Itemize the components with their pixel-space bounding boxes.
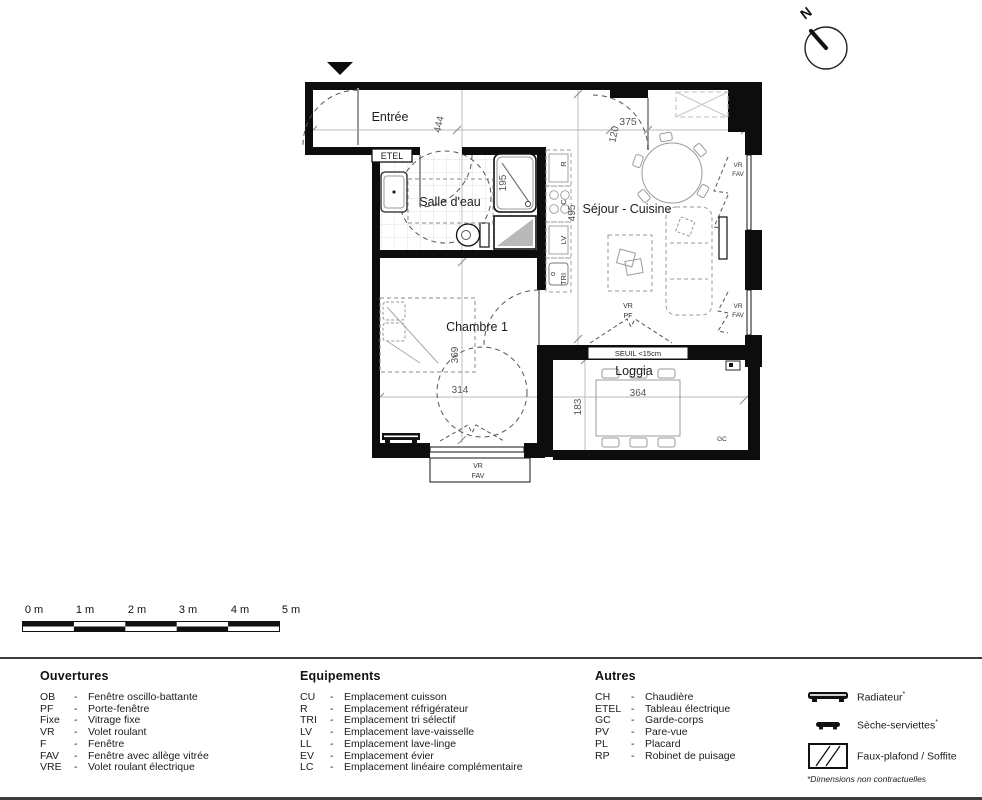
legend-item: Fixe - Vitrage fixe (40, 714, 141, 727)
scale-label: 0 m (24, 604, 44, 616)
legend-item: FAV - Fenêtre avec allège vitrée (40, 749, 209, 762)
sofa (666, 207, 712, 315)
legend (0, 657, 982, 800)
toilet-tank (480, 223, 489, 247)
radiator-icon (805, 691, 851, 703)
window-swing (718, 315, 728, 333)
label-etel: ETEL (380, 151, 404, 161)
toilet-bowl (457, 224, 480, 246)
legend-item: R - Emplacement réfrigérateur (300, 702, 469, 715)
label-vr-win2: VR (733, 303, 743, 310)
label-r: R (559, 161, 568, 167)
legend-symbol-false-ceiling (805, 743, 957, 769)
scale-label: 4 m (230, 604, 250, 616)
legend-item: OB - Fenêtre oscillo-battante (40, 691, 198, 703)
legend-symbol-towel-dryer (805, 719, 938, 732)
compass-needle (811, 31, 826, 48)
label-pf-loggia-door: PF (623, 313, 633, 320)
legend-title: Ouvertures (40, 669, 109, 683)
towel-dryer-icon (805, 721, 851, 730)
dim-entree: 444 (432, 115, 447, 134)
window-swing (714, 157, 728, 193)
legend-item: PL - Placard (595, 737, 681, 750)
label-fav-win1: FAV (732, 171, 744, 178)
legend-footnote: *Dimensions non contractuelles (807, 774, 927, 784)
legend-symbol-radiator (805, 691, 905, 704)
label-vr-chambre: VR (473, 463, 483, 470)
north-compass (792, 3, 856, 77)
room-label-entree: Entrée (371, 110, 409, 124)
scale-bar (10, 604, 300, 636)
legend-item: LL - Emplacement lave-linge (300, 737, 457, 750)
label-vr-loggia-door: VR (623, 303, 633, 310)
room-label-sejour: Séjour - Cuisine (582, 202, 672, 216)
room-label-loggia: Loggia (615, 364, 653, 378)
dim-sejour-h: 495 (567, 204, 578, 222)
legend-item: LV - Emplacement lave-vaisselle (300, 726, 475, 739)
loggia-door-swing (590, 319, 672, 343)
legend-item: LC - Emplacement linéaire complémentaire (300, 761, 523, 774)
scale-bar-graphic (22, 621, 280, 632)
tv-unit (719, 217, 727, 259)
north-label: N (796, 3, 815, 23)
symbol-label: Radiateur* (857, 691, 906, 704)
dining-table (642, 143, 702, 203)
radiator (382, 433, 420, 443)
symbol-label: Sèche-serviettes* (857, 719, 938, 732)
legend-item: VRE - Volet roulant électrique (40, 761, 195, 774)
dim-sejour-w: 375 (619, 116, 637, 128)
label-fav-chambre: FAV (471, 473, 485, 480)
legend-item: EV - Emplacement évier (300, 749, 434, 762)
legend-item: CU - Emplacement cuisson (300, 691, 447, 703)
legend-item: GC - Garde-corps (595, 714, 704, 727)
legend-item: PF - Porte-fenêtre (40, 702, 150, 715)
label-seuil: SEUIL <15cm (614, 349, 662, 358)
label-vr-win1: VR (733, 162, 743, 169)
dim-hall: 120 (607, 125, 622, 144)
dim-douche: 195 (498, 174, 509, 192)
legend-item: PV - Pare-vue (595, 726, 688, 739)
scale-label: 2 m (127, 604, 147, 616)
legend-item: F - Fenêtre (40, 737, 125, 750)
label-c: C (559, 199, 568, 205)
dim-chambre-w: 314 (451, 385, 469, 396)
dim-loggia-w: 364 (629, 388, 647, 399)
room-label-salle-eau: Salle d'eau (419, 195, 481, 209)
legend-item: ETEL - Tableau électrique (595, 702, 731, 715)
room-label-chambre: Chambre 1 (446, 320, 508, 334)
scale-label: 5 m (281, 604, 301, 616)
legend-title: Autres (595, 669, 636, 683)
legend-column-equipements (300, 669, 523, 774)
dim-chambre-h: 369 (450, 346, 461, 364)
legend-column-autres (595, 669, 736, 762)
legend-item: CH - Chaudière (595, 691, 694, 703)
legend-item: TRI - Emplacement tri sélectif (300, 714, 456, 727)
symbol-label: Faux-plafond / Soffite (857, 750, 957, 763)
scale-label: 3 m (178, 604, 198, 616)
window-swing (440, 425, 504, 441)
legend-title: Equipements (300, 669, 381, 683)
window-swing (718, 292, 728, 313)
floor-plan (290, 55, 770, 480)
label-tri: TRI (559, 272, 568, 286)
dim-loggia-h: 183 (573, 398, 584, 416)
legend-column-ouvertures (40, 669, 209, 774)
scale-label: 1 m (75, 604, 95, 616)
label-fav-win2: FAV (732, 312, 744, 319)
label-lv: LV (559, 235, 568, 245)
legend-item: RP - Robinet de puisage (595, 749, 736, 762)
false-ceiling-icon (805, 743, 851, 769)
legend-item: VR - Volet roulant (40, 726, 147, 739)
label-gc: GC (717, 436, 727, 443)
entrance-marker-triangle (327, 62, 353, 75)
coffee-table (608, 235, 652, 291)
